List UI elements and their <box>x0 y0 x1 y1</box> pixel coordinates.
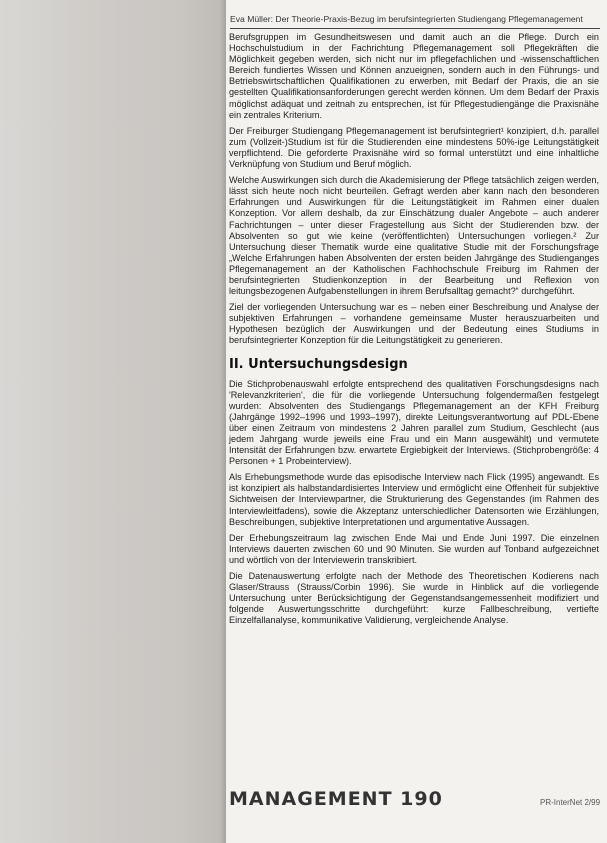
page-margin-shadow <box>0 0 226 843</box>
section-heading: II. Untersuchungsdesign <box>229 356 408 372</box>
article-body <box>229 32 599 632</box>
paragraph: Welche Auswirkungen sich durch die Akademisierung der Pflege tatsächlich zeigen werden, lässt sich heute noch nicht beurteilen. Gefragt werden aber kann nach den besonderen Erfahrungen und Auswirkungen für die Leitungstätigkeit im Rahmen einer dualen Konzeption. Vor allem deshalb, da zur Einschätzung dualer Angebote – auch anderer Fachrichtungen – unter dieser Fragestellung aus Sicht der Studierenden bzw. der Absolventen so gut wie keine (veröffentlichten) Untersuchungen vorliegen.² Zur Untersuchung dieser Thematik wurde eine qualitative Studie mit der Forschungsfrage „Welche Erfahrungen haben Absolventen der ersten beiden Jahrgänge des Studienganges Pflegemanagement an der Katholischen Fachhochschule Freiburg im Rahmen der berufsintegrierten Studienkonzeption in der Bearbeitung und Reflexion von leitungsbezogenen Aufgabenstellungen in ihrem Berufsalltag gemacht?“ durchgeführt. <box>229 175 599 297</box>
paragraph: Die Datenauswertung erfolgte nach der Methode des Theoretischen Kodierens nach Glaser/Strauss (Strauss/Corbin 1996). Sie wurde in Hinblick auf die vorliegende Untersuchung unter Berücksichtigung der Gegenstandsangemessenheit modifiziert und folgende Auswertungsschritte durchgeführt: kurze Fallbeschreibung, vertiefte Einzelfallanalyse, kommunikative Validierung, vergleichende Analyse. <box>229 571 599 626</box>
paragraph: Ziel der vorliegenden Untersuchung war es – neben einer Beschreibung und Analyse der subjektiven Erfahrungen – vorhandene gemeinsame Muster herauszuarbeiten und Hypothesen bezüglich der Auswirkungen und der Bedeutung eines Studiums in berufsintegrierter Konzeption für die Leitungstätigkeit zu generieren. <box>229 302 599 346</box>
paragraph: Die Stichprobenauswahl erfolgte entsprechend des qualitativen Forschungsdesigns nach 'Relevanzkriterien', die für die vorliegende Untersuchung folgendermaßen festgelegt wurden: Absolventen des Studiengangs Pflegemanagement an der KFH Freiburg (Jahrgänge 1992–1996 und 1993–1997), direkte Leitungsverantwortung auf PDL-Ebene über einen Zeitraum von mindestens 2 Jahren parallel zum Studium, Geschlecht (aus jedem Jahrgang wurde jeweils eine Frau und ein Mann ausgewählt) und vermutete Intensität der Erfahrungen bzw. erwartete Ergiebigkeit der Interviews. (Stichprobengröße: 4 Personen + 1 Probeinterview). <box>229 378 599 467</box>
footer-page-reference: PR-InterNet 2/99 <box>540 798 601 807</box>
paragraph: Berufsgruppen im Gesundheitswesen und damit auch an die Pflege. Durch ein Hochschulstudium in der Fachrichtung Pflegemanagement soll Pflegekräften die Möglichkeit gegeben werden, sich nicht nur im pflegefachlichen und -wissenschaftlichen Bereich fundiertes Wissen und Können anzueignen, sondern auch in den Führungs- und Betriebswirtschaftlichen Qualifikationen zu erwerben, mit Bedarf der Praxis, die an sie gestellten Qualifikationsanforderungen gerecht werden können. Um dem Bedarf der Praxis möglichst adäquat und zeitnah zu entsprechen, ist für Pflegestudiengänge die Praxisnähe ein zentrales Kriterium. <box>229 32 599 120</box>
running-header: Eva Müller: Der Theorie-Praxis-Bezug im berufsintegrierten Studiengang Pflegemanagement <box>230 14 600 29</box>
footer-brand: MANAGEMENT 190 <box>229 788 443 810</box>
paragraph: Der Erhebungszeitraum lag zwischen Ende Mai und Ende Juni 1997. Die einzelnen Interviews dauerten zwischen 60 und 90 Minuten. Sie wurden auf Tonband aufgezeichnet und wörtlich von der Interviewerin transkribiert. <box>229 532 599 565</box>
paragraph: Der Freiburger Studiengang Pflegemanagement ist berufsintegriert¹ konzipiert, d.h. parallel zum (Vollzeit-)Studium ist für die Studierenden eine mindestens 50%-ige Leitungstätigkeit verpflichtend. Die geforderte Praxisnähe wird so formal unterstützt und eine inhaltliche Verknüpfung von Studium und Beruf möglich. <box>229 125 599 170</box>
paragraph: Als Erhebungsmethode wurde das episodische Interview nach Flick (1995) angewandt. Es ist konzipiert als halbstandardisiertes Interview und ermöglicht eine Offenheit für subjektive Sichtweisen der Interviewpartner, die Strukturierung des Gegenstandes (im Rahmen des Interviewleitfadens), sowie die Akzeptanz unterschiedlicher Datensorten wie Erzählungen, Beschreibungen, subjektive Interpretationen und argumentative Aussagen. <box>229 472 599 527</box>
